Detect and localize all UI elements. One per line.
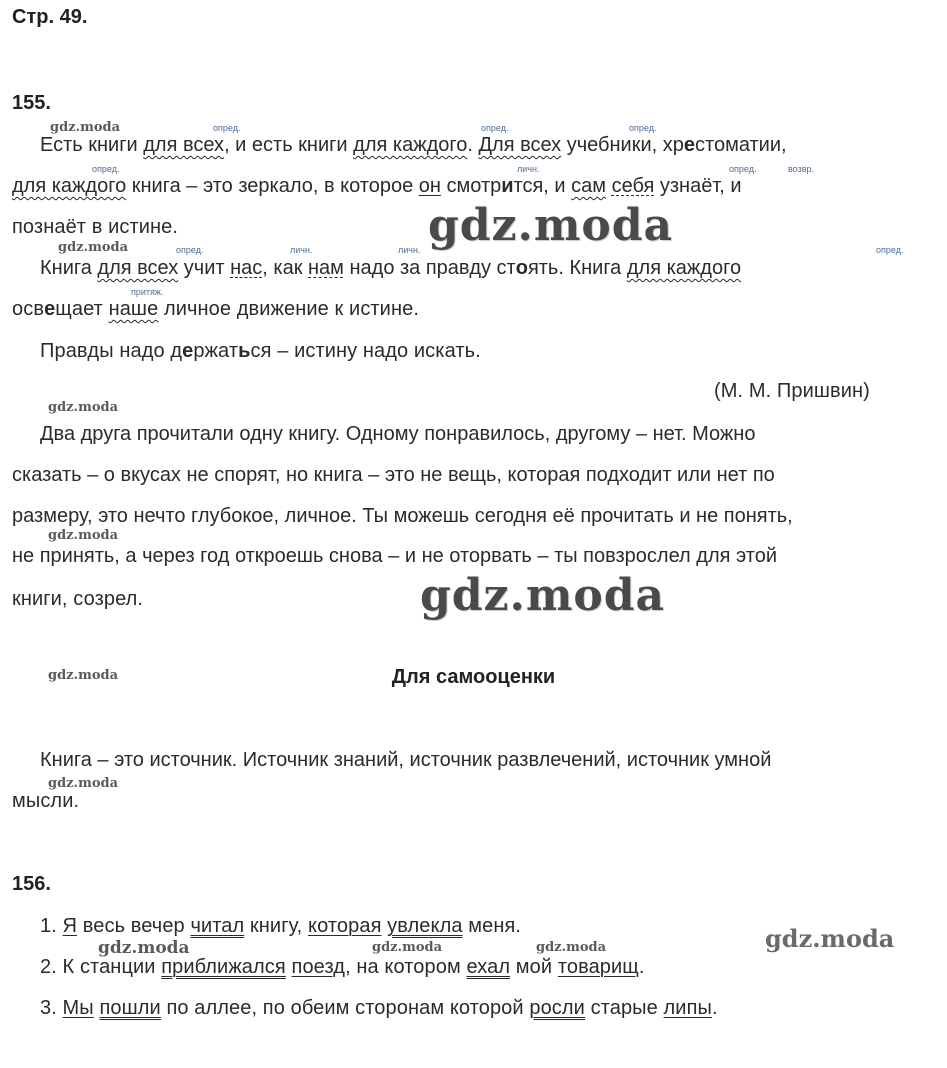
page-label: Стр. 49. [12, 6, 88, 28]
note-opred: опред. [629, 123, 657, 133]
note-opred: опред. [481, 123, 509, 133]
self-check-line2: мысли. [12, 790, 80, 812]
note-vozvr: возвр. [788, 164, 814, 174]
note-lichn: личн. [290, 245, 313, 255]
watermark: gdz.moda [48, 400, 119, 415]
watermark: gdz.moda [58, 240, 129, 255]
ex155-p4-line1: Два друга прочитали одну книгу. Одному понравилось, другому – нет. Можно [40, 423, 756, 445]
note-opred: опред. [213, 123, 241, 133]
note-lichn: личн. [517, 164, 540, 174]
ex155-p1-line2: для каждого книга – это зеркало, в которое он смотрится, и сам себя узнаёт, и [12, 175, 742, 197]
ex155-p4-line2: сказать – о вкусах не спорят, но книга – это не вещь, которая подходит или нет по [12, 464, 775, 486]
ex155-p4-line4: не принять, а через год откроешь снова – и не оторвать – ты повзрослел для этой [12, 545, 778, 567]
watermark: gdz.moda [98, 938, 190, 958]
ex155-p2-line2: освещает наше личное движение к истине. [12, 298, 419, 320]
note-opred: опред. [176, 245, 204, 255]
ex155-p1-line3: познаёт в истине. [12, 216, 179, 238]
watermark: gdz.moda [48, 528, 119, 543]
exercise-155-number: 155. [12, 92, 51, 114]
watermark: gdz.moda [48, 776, 119, 791]
watermark: gdz.moda [372, 940, 443, 955]
note-opred: опред. [876, 245, 904, 255]
exercise-156-number: 156. [12, 873, 51, 895]
ex156-sentence-2: 2. К станции приближался поезд, на котором ехал мой товарищ. [40, 956, 645, 978]
ex155-p2-line1: Книга для всех учит нас, как нам надо за правду стоять. Книга для каждого [40, 257, 742, 279]
note-opred: опред. [92, 164, 120, 174]
ex155-p4-line3: размеру, это нечто глубокое, личное. Ты можешь сегодня её прочитать и не понять, [12, 505, 793, 527]
self-check-line1: Книга – это источник. Источник знаний, источник развлечений, источник умной [40, 749, 772, 771]
watermark-large: gdz.moda [428, 200, 674, 251]
ex155-p1-line1: Есть книги для всех, и есть книги для каждого. Для всех учебники, хрестоматии, [40, 134, 787, 156]
ex156-sentence-1: 1. Я весь вечер читал книгу, которая увлекла меня. [40, 915, 522, 937]
watermark-medium: gdz.moda [765, 924, 895, 953]
ex156-sentence-3: 3. Мы пошли по аллее, по обеим сторонам которой росли старые липы. [40, 997, 718, 1019]
watermark: gdz.moda [48, 668, 119, 683]
note-prityazh: притяж. [131, 287, 164, 297]
ex155-p3: Правды надо держаться – истину надо искать. [40, 340, 481, 362]
section-title-self-check: Для самооценки [391, 666, 556, 688]
watermark: gdz.moda [536, 940, 607, 955]
note-lichn: личн. [398, 245, 421, 255]
watermark: gdz.moda [50, 120, 121, 135]
watermark-large: gdz.moda [420, 570, 666, 621]
note-opred: опред. [729, 164, 757, 174]
ex155-p4-line5: книги, созрел. [12, 588, 144, 610]
author-attribution: (М. М. Пришвин) [714, 380, 870, 402]
